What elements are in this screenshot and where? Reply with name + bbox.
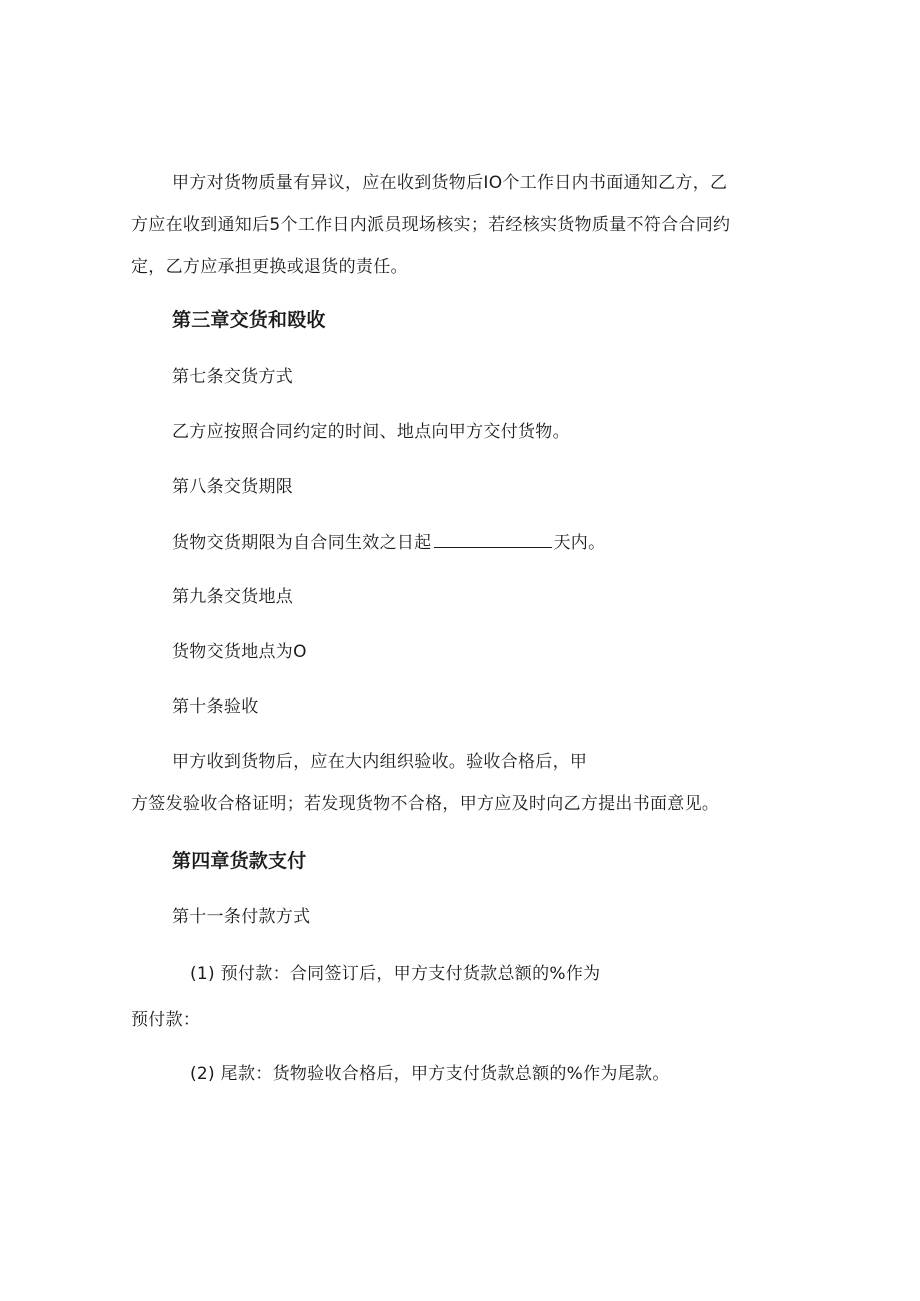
article-10-line-2: 方签发验收合格证明；若发现货物不合格，甲方应及时向乙方提出书面意见。 xyxy=(131,794,720,814)
article-11-title: 第十一条付款方式 xyxy=(172,907,311,927)
quality-paragraph-line-2: 方应在收到通知后5个工作日内派员现场核实；若经核实货物质量不符合合同约 xyxy=(131,215,731,235)
article-10-line-1: 甲方收到货物后，应在大内组织验收。验收合格后，甲 xyxy=(172,752,588,772)
article-7-title: 第七条交货方式 xyxy=(172,367,294,387)
quality-paragraph-line-1: 甲方对货物质量有异议，应在收到货物后IO个工作日内书面通知乙方，乙 xyxy=(172,173,728,193)
article-8-text-after: 天内。 xyxy=(553,533,606,553)
days-blank-underline xyxy=(434,532,552,548)
article-8-text-before: 货物交货期限为自合同生效之日起 xyxy=(172,533,432,553)
article-8-text xyxy=(172,532,605,554)
article-8-title: 第八条交货期限 xyxy=(172,477,294,497)
chapter-3-heading: 第三章交货和殴收 xyxy=(172,309,326,331)
article-9-text: 货物交货地点为O xyxy=(172,642,307,662)
payment-item-1-line-1: (1) 预付款：合同签订后，甲方支付货款总额的%作为 xyxy=(190,964,601,984)
payment-item-2-line-1: (2) 尾款：货物验收合格后，甲方支付货款总额的%作为尾款。 xyxy=(190,1064,670,1084)
payment-item-1-line-2: 预付款： xyxy=(131,1010,201,1030)
article-7-text: 乙方应按照合同约定的时间、地点向甲方交付货物。 xyxy=(172,422,570,442)
article-9-title: 第九条交货地点 xyxy=(172,587,294,607)
chapter-4-heading: 第四章货款支付 xyxy=(172,850,307,872)
quality-paragraph-line-3: 定，乙方应承担更换或退货的责任。 xyxy=(131,257,408,277)
article-10-title: 第十条验收 xyxy=(172,697,259,717)
